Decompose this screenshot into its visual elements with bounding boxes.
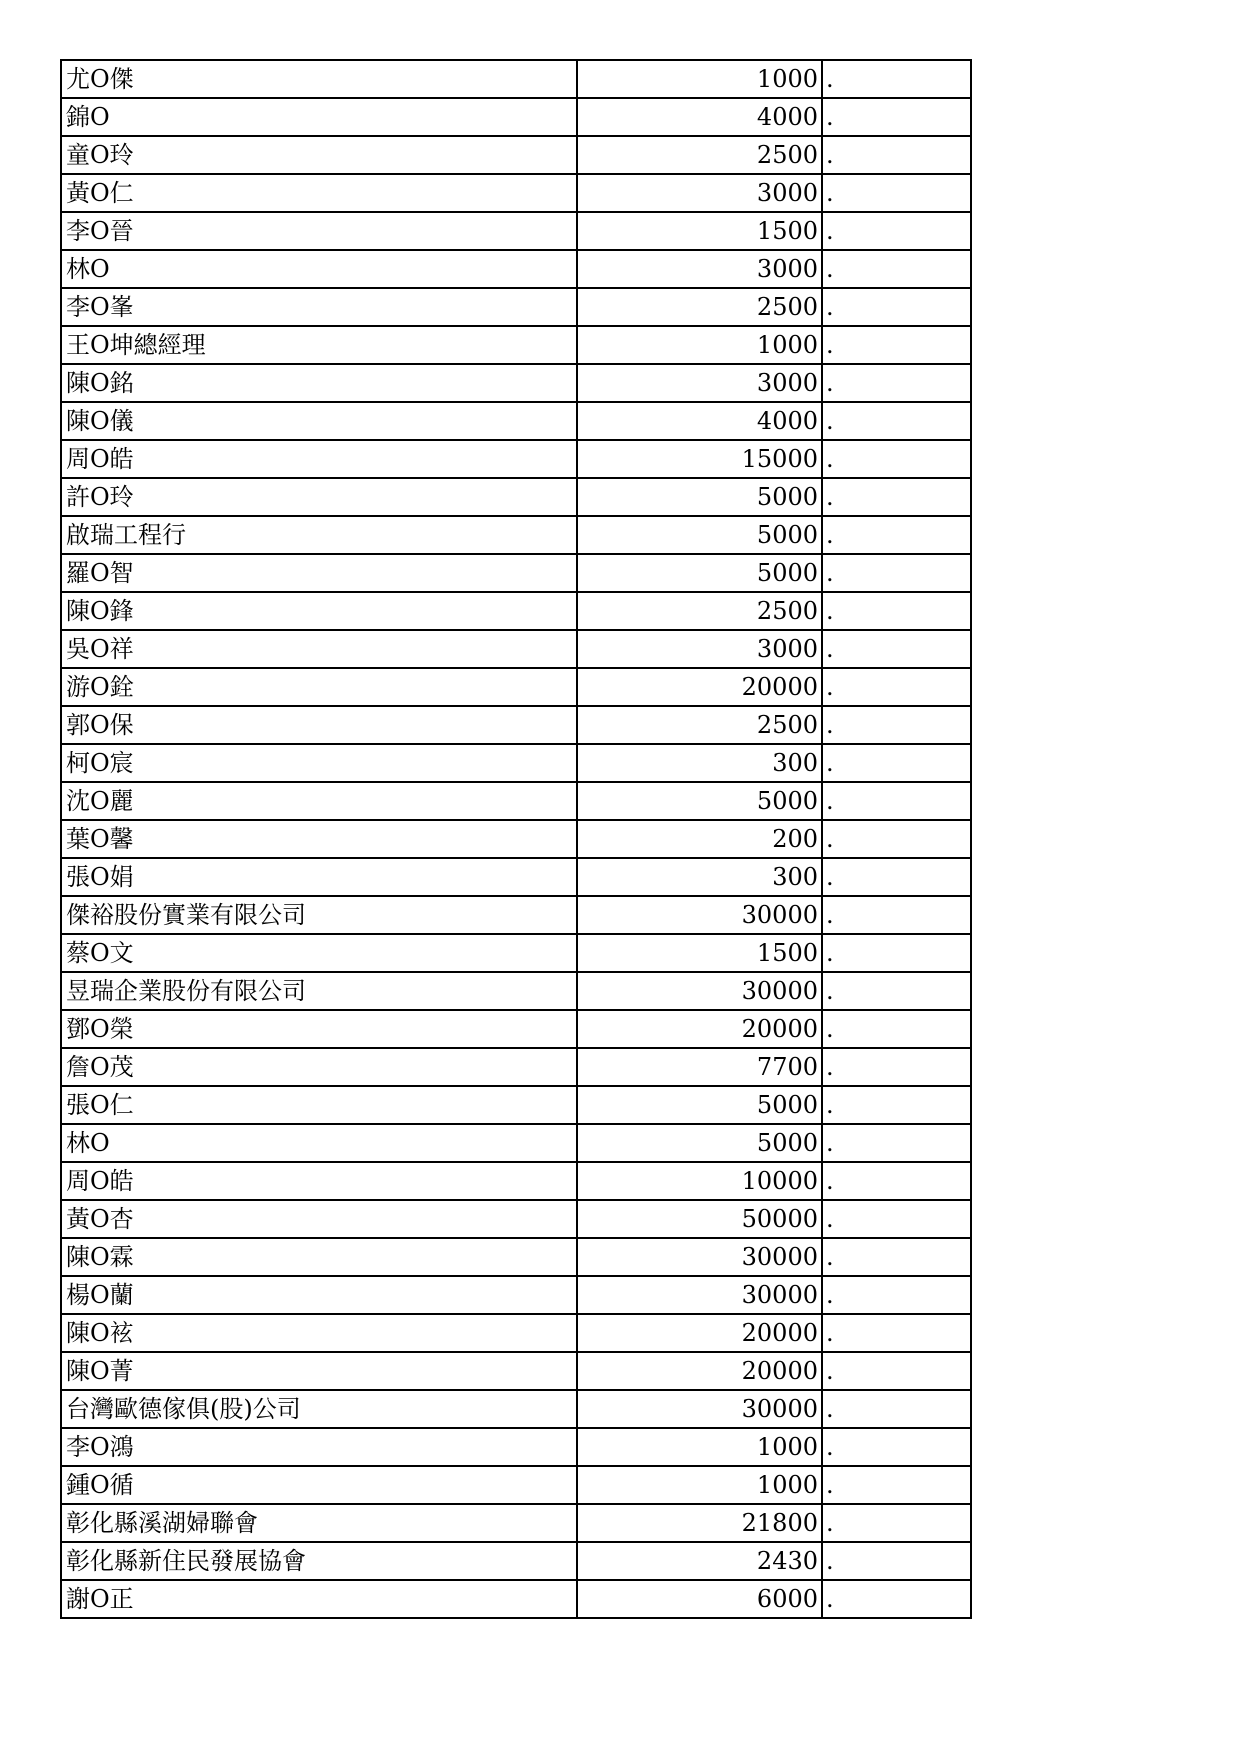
table-row bbox=[61, 1238, 971, 1276]
donor-name-cell: 錦O bbox=[61, 98, 577, 136]
table-row bbox=[61, 934, 971, 972]
table-row bbox=[61, 1124, 971, 1162]
note-cell: . bbox=[822, 364, 971, 402]
table-row bbox=[61, 1428, 971, 1466]
donation-amount-cell: 2500 bbox=[577, 592, 822, 630]
table-row bbox=[61, 630, 971, 668]
donor-name-cell: 陳O袨 bbox=[61, 1314, 577, 1352]
note-cell: . bbox=[822, 1200, 971, 1238]
table-row bbox=[61, 1276, 971, 1314]
note-cell: . bbox=[822, 554, 971, 592]
donation-amount-cell: 1000 bbox=[577, 1466, 822, 1504]
note-cell: . bbox=[822, 1542, 971, 1580]
note-cell: . bbox=[822, 782, 971, 820]
donor-name-cell: 陳O菁 bbox=[61, 1352, 577, 1390]
note-cell: . bbox=[822, 1238, 971, 1276]
note-cell: . bbox=[822, 820, 971, 858]
donor-name-cell: 許O玲 bbox=[61, 478, 577, 516]
donation-amount-cell: 2500 bbox=[577, 136, 822, 174]
donor-name-cell: 黃O杏 bbox=[61, 1200, 577, 1238]
table-row bbox=[61, 592, 971, 630]
donation-amount-cell: 300 bbox=[577, 858, 822, 896]
donor-name-cell: 黃O仁 bbox=[61, 174, 577, 212]
note-cell: . bbox=[822, 1086, 971, 1124]
note-cell: . bbox=[822, 896, 971, 934]
table-row bbox=[61, 1390, 971, 1428]
donor-name-cell: 彰化縣溪湖婦聯會 bbox=[61, 1504, 577, 1542]
table-row bbox=[61, 174, 971, 212]
table-row bbox=[61, 744, 971, 782]
table-row bbox=[61, 668, 971, 706]
table-row bbox=[61, 212, 971, 250]
table-row bbox=[61, 782, 971, 820]
note-cell: . bbox=[822, 1466, 971, 1504]
table-row bbox=[61, 516, 971, 554]
note-cell: . bbox=[822, 98, 971, 136]
note-cell: . bbox=[822, 858, 971, 896]
note-cell: . bbox=[822, 1314, 971, 1352]
table-row bbox=[61, 1010, 971, 1048]
donation-amount-cell: 5000 bbox=[577, 554, 822, 592]
table-row bbox=[61, 288, 971, 326]
donation-amount-cell: 50000 bbox=[577, 1200, 822, 1238]
note-cell: . bbox=[822, 744, 971, 782]
donor-name-cell: 鍾O循 bbox=[61, 1466, 577, 1504]
donation-amount-cell: 3000 bbox=[577, 174, 822, 212]
note-cell: . bbox=[822, 1048, 971, 1086]
table-row bbox=[61, 402, 971, 440]
note-cell: . bbox=[822, 288, 971, 326]
table-row bbox=[61, 858, 971, 896]
donation-amount-cell: 30000 bbox=[577, 1276, 822, 1314]
table-row bbox=[61, 1314, 971, 1352]
note-cell: . bbox=[822, 1390, 971, 1428]
note-cell: . bbox=[822, 592, 971, 630]
donation-amount-cell: 2430 bbox=[577, 1542, 822, 1580]
table-row bbox=[61, 554, 971, 592]
donation-amount-cell: 3000 bbox=[577, 250, 822, 288]
note-cell: . bbox=[822, 1580, 971, 1618]
note-cell: . bbox=[822, 250, 971, 288]
donation-amount-cell: 21800 bbox=[577, 1504, 822, 1542]
donor-name-cell: 楊O蘭 bbox=[61, 1276, 577, 1314]
note-cell: . bbox=[822, 706, 971, 744]
donor-name-cell: 周O皓 bbox=[61, 440, 577, 478]
note-cell: . bbox=[822, 174, 971, 212]
donor-name-cell: 王O坤總經理 bbox=[61, 326, 577, 364]
donor-name-cell: 張O娟 bbox=[61, 858, 577, 896]
note-cell: . bbox=[822, 478, 971, 516]
note-cell: . bbox=[822, 972, 971, 1010]
table-row bbox=[61, 1162, 971, 1200]
note-cell: . bbox=[822, 1352, 971, 1390]
note-cell: . bbox=[822, 440, 971, 478]
donor-name-cell: 吳O祥 bbox=[61, 630, 577, 668]
donor-name-cell: 童O玲 bbox=[61, 136, 577, 174]
table-row bbox=[61, 1580, 971, 1618]
note-cell: . bbox=[822, 1162, 971, 1200]
donation-amount-cell: 3000 bbox=[577, 364, 822, 402]
note-cell: . bbox=[822, 630, 971, 668]
donor-name-cell: 郭O保 bbox=[61, 706, 577, 744]
table-row bbox=[61, 326, 971, 364]
donor-name-cell: 昱瑞企業股份有限公司 bbox=[61, 972, 577, 1010]
note-cell: . bbox=[822, 402, 971, 440]
donation-amount-cell: 1500 bbox=[577, 934, 822, 972]
table-row bbox=[61, 972, 971, 1010]
table-row bbox=[61, 896, 971, 934]
donor-name-cell: 蔡O文 bbox=[61, 934, 577, 972]
donor-name-cell: 柯O宸 bbox=[61, 744, 577, 782]
donation-table bbox=[60, 59, 972, 1619]
donation-amount-cell: 20000 bbox=[577, 1010, 822, 1048]
donation-amount-cell: 7700 bbox=[577, 1048, 822, 1086]
table-row bbox=[61, 1200, 971, 1238]
donor-name-cell: 台灣歐德傢俱(股)公司 bbox=[61, 1390, 577, 1428]
note-cell: . bbox=[822, 136, 971, 174]
donor-name-cell: 傑裕股份實業有限公司 bbox=[61, 896, 577, 934]
table-row bbox=[61, 250, 971, 288]
donor-name-cell: 陳O銘 bbox=[61, 364, 577, 402]
donation-amount-cell: 5000 bbox=[577, 1124, 822, 1162]
table-row bbox=[61, 364, 971, 402]
donation-amount-cell: 20000 bbox=[577, 1314, 822, 1352]
donor-name-cell: 羅O智 bbox=[61, 554, 577, 592]
donation-amount-cell: 30000 bbox=[577, 896, 822, 934]
donation-amount-cell: 20000 bbox=[577, 668, 822, 706]
donation-amount-cell: 6000 bbox=[577, 1580, 822, 1618]
table-row bbox=[61, 820, 971, 858]
donation-amount-cell: 5000 bbox=[577, 1086, 822, 1124]
note-cell: . bbox=[822, 1504, 971, 1542]
table-row bbox=[61, 706, 971, 744]
donor-name-cell: 李O鴻 bbox=[61, 1428, 577, 1466]
table-row bbox=[61, 98, 971, 136]
donor-name-cell: 詹O茂 bbox=[61, 1048, 577, 1086]
note-cell: . bbox=[822, 516, 971, 554]
note-cell: . bbox=[822, 60, 971, 98]
note-cell: . bbox=[822, 1276, 971, 1314]
donation-amount-cell: 1500 bbox=[577, 212, 822, 250]
note-cell: . bbox=[822, 668, 971, 706]
note-cell: . bbox=[822, 212, 971, 250]
donor-name-cell: 李O峯 bbox=[61, 288, 577, 326]
donor-name-cell: 陳O鋒 bbox=[61, 592, 577, 630]
donor-name-cell: 游O銓 bbox=[61, 668, 577, 706]
donation-amount-cell: 20000 bbox=[577, 1352, 822, 1390]
donor-name-cell: 啟瑞工程行 bbox=[61, 516, 577, 554]
table-row bbox=[61, 136, 971, 174]
table-row bbox=[61, 1086, 971, 1124]
donation-amount-cell: 30000 bbox=[577, 1238, 822, 1276]
donation-amount-cell: 4000 bbox=[577, 402, 822, 440]
donor-name-cell: 謝O正 bbox=[61, 1580, 577, 1618]
donation-amount-cell: 200 bbox=[577, 820, 822, 858]
donor-name-cell: 葉O馨 bbox=[61, 820, 577, 858]
donation-amount-cell: 1000 bbox=[577, 60, 822, 98]
table-row bbox=[61, 1542, 971, 1580]
note-cell: . bbox=[822, 326, 971, 364]
donation-amount-cell: 1000 bbox=[577, 326, 822, 364]
donor-name-cell: 彰化縣新住民發展協會 bbox=[61, 1542, 577, 1580]
note-cell: . bbox=[822, 934, 971, 972]
donation-amount-cell: 4000 bbox=[577, 98, 822, 136]
donor-name-cell: 張O仁 bbox=[61, 1086, 577, 1124]
donation-amount-cell: 30000 bbox=[577, 1390, 822, 1428]
donation-amount-cell: 5000 bbox=[577, 516, 822, 554]
donor-name-cell: 沈O麗 bbox=[61, 782, 577, 820]
donor-name-cell: 陳O霖 bbox=[61, 1238, 577, 1276]
table-body bbox=[61, 60, 971, 1618]
donor-name-cell: 林O bbox=[61, 1124, 577, 1162]
donor-name-cell: 林O bbox=[61, 250, 577, 288]
table-row bbox=[61, 1466, 971, 1504]
donation-amount-cell: 2500 bbox=[577, 288, 822, 326]
donation-amount-cell: 300 bbox=[577, 744, 822, 782]
donation-amount-cell: 3000 bbox=[577, 630, 822, 668]
note-cell: . bbox=[822, 1428, 971, 1466]
donation-amount-cell: 2500 bbox=[577, 706, 822, 744]
donor-name-cell: 鄧O榮 bbox=[61, 1010, 577, 1048]
note-cell: . bbox=[822, 1124, 971, 1162]
donation-amount-cell: 15000 bbox=[577, 440, 822, 478]
donor-name-cell: 陳O儀 bbox=[61, 402, 577, 440]
donor-name-cell: 李O晉 bbox=[61, 212, 577, 250]
table-row bbox=[61, 1504, 971, 1542]
donation-amount-cell: 5000 bbox=[577, 782, 822, 820]
table-row bbox=[61, 478, 971, 516]
donation-amount-cell: 5000 bbox=[577, 478, 822, 516]
donation-amount-cell: 10000 bbox=[577, 1162, 822, 1200]
note-cell: . bbox=[822, 1010, 971, 1048]
table-row bbox=[61, 60, 971, 98]
donation-amount-cell: 1000 bbox=[577, 1428, 822, 1466]
table-row bbox=[61, 1048, 971, 1086]
table-row bbox=[61, 1352, 971, 1390]
donation-amount-cell: 30000 bbox=[577, 972, 822, 1010]
donor-name-cell: 周O皓 bbox=[61, 1162, 577, 1200]
donor-name-cell: 尤O傑 bbox=[61, 60, 577, 98]
table-row bbox=[61, 440, 971, 478]
